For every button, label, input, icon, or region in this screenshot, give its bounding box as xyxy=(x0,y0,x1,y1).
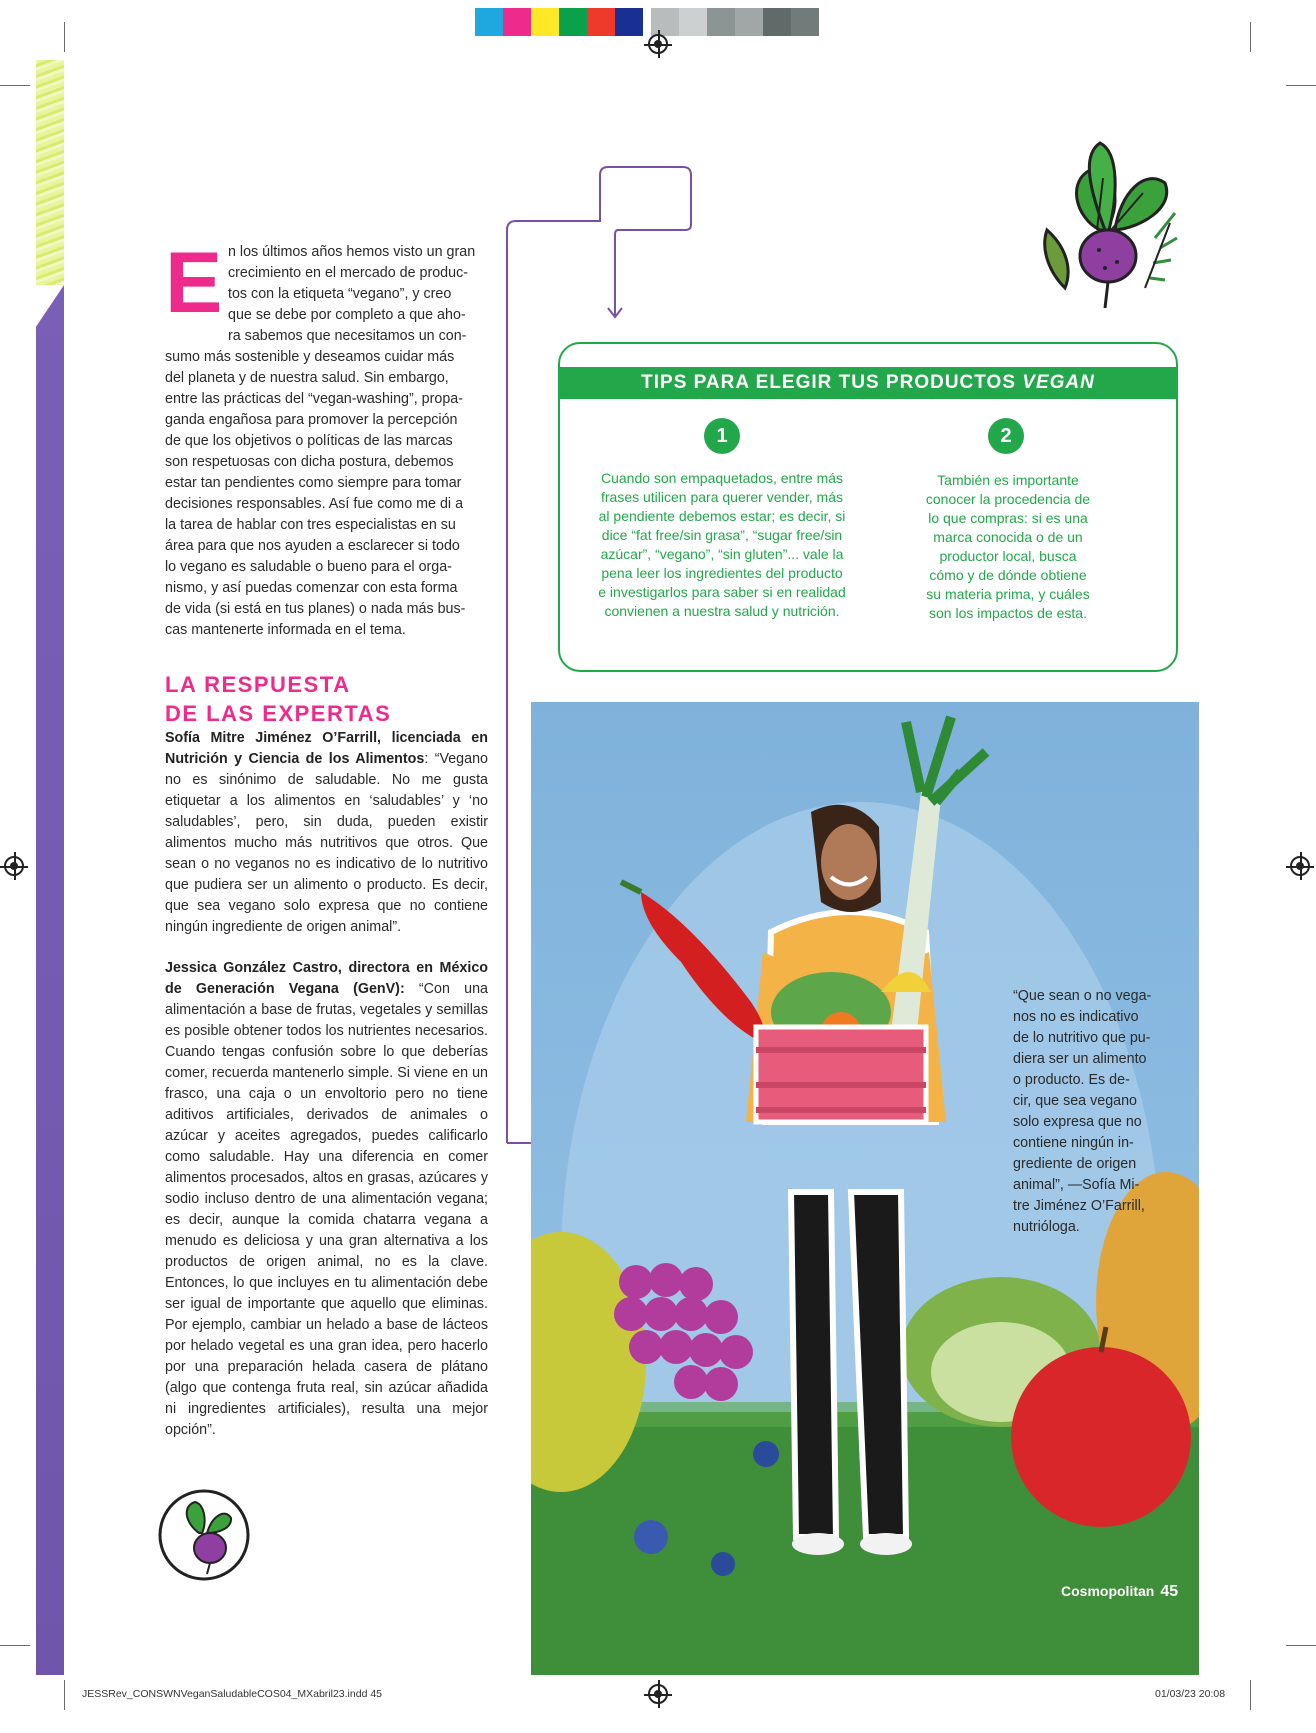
intro-line: crecimiento en el mercado de produc- xyxy=(228,265,468,281)
lime-fabric-strip xyxy=(36,60,64,285)
intro-paragraph xyxy=(165,347,488,641)
intro-first-lines xyxy=(228,242,488,347)
tip-1-number: 1 xyxy=(704,418,740,454)
heading-line: LA RESPUESTA xyxy=(165,672,351,697)
intro-line: ganda engañosa para promover la percepción xyxy=(165,412,458,428)
registration-mark xyxy=(648,1684,668,1704)
intro-line: ra sabemos que necesitamos un con- xyxy=(228,328,467,344)
intro-line: que se debe por completo a que aho- xyxy=(228,307,466,323)
intro-line: de que los objetivos o políticas de las marcas xyxy=(165,433,453,449)
crop-mark xyxy=(1250,1680,1251,1710)
slug-date: 01/03/23 20:08 xyxy=(1155,1688,1226,1700)
intro-line: nismo, y así puedas comenzar con esta forma xyxy=(165,580,458,596)
registration-mark xyxy=(4,856,24,876)
drop-cap: E xyxy=(165,235,223,331)
expert-2-text: “Con una alimentación a base de frutas, vegetales y semillas es posible obtener todos los nutrientes necesarios. Cuando tengas confusión sobre lo que deberías comer, recuerda mantenerlo simple. Si viene en un frasco, una caja o un envoltorio pero no tiene aditivos artificiales, derivados de animales o azúcar y aceites agregados, puedes calificarlo como saludable. Hay una diferencia en comer alimentos procesados, altos en grasas, azúcares y sodio incluso dentro de una alimentación vegana; es decir, aunque la comida chatarra vegana a menudo es deliciosa y una gran alternativa a los productos de origen animal, no es la clave. Entonces, lo que incluyes en tu alimentación debe ser igual de importante que aquello que eliminas. Por ejemplo, cambiar un helado a base de lácteos por helado vegetal es una gran idea, pero hacerlo por una preparación helada casera de plátano (algo que contenga fruta real, sin azúcar añadida ni ingredientes artificiales), resulta una mejor opción”. xyxy=(165,981,488,1438)
crop-mark xyxy=(1250,22,1251,52)
crop-mark xyxy=(0,1645,30,1646)
intro-line: del planeta y de nuestra salud. Sin embargo, xyxy=(165,370,449,386)
intro-line: lo vegano es saludable o bueno para el orga- xyxy=(165,559,452,575)
intro-line: de vida (si está en tus planes) o nada más bus- xyxy=(165,601,466,617)
beet-illustration xyxy=(1025,138,1185,313)
expert-2-paragraph xyxy=(165,958,488,1441)
tip-2-text: También es importante conocer la procedencia de lo que compras: si es una marca conocida o de un productor local, busca cómo y de dónde obtiene su materia prima, y cuáles son los impactos de esta. xyxy=(925,472,1091,621)
expert-2-name: Jessica González Castro, directora en México de Generación Vegana (GenV): xyxy=(165,960,488,997)
tip-1-text: Cuando son empaquetados, entre más frases utilicen para querer vender, más al pendiente debemos estar; es decir, si dice “fat free/sin grasa”, “sugar free/sin azúcar”, “vegano”, “sin gluten”... vale la pena leer los ingredientes del producto e investigarlos para saber si en realidad convienen a nuestra salud y nutrición. xyxy=(598,470,846,619)
tip-2-number: 2 xyxy=(988,418,1024,454)
slug-file: JESSRev_CONSWNVeganSaludableCOS04_MXabril23.indd 45 xyxy=(82,1688,382,1700)
intro-line: n los últimos años hemos visto un gran xyxy=(228,244,476,260)
page-folio xyxy=(1061,1583,1178,1601)
color-bar xyxy=(475,8,819,36)
intro-line: área para que nos ayuden a esclarecer si todo xyxy=(165,538,460,554)
purple-strip xyxy=(36,285,64,1675)
intro-line: la tarea de hablar con tres especialistas en su xyxy=(165,517,456,533)
tips-title: TIPS PARA ELEGIR TUS PRODUCTOS xyxy=(641,372,1023,393)
magazine-name: Cosmopolitan xyxy=(1061,1583,1155,1599)
section-heading xyxy=(165,670,391,728)
pull-quote: “Que sean o no vega- nos no es indicativo de lo nutritivo que pu- diera ser un alimento o producto. Es de- cir, que sea vegano solo expresa que no contiene ningún in- grediente de origen animal”, —Sofía Mi- tre Jiménez O’Farrill, nutrióloga. xyxy=(1013,988,1152,1235)
crop-mark xyxy=(64,1680,65,1710)
expert-1-text: : “Vegano no es sinónimo de saludable. No me gusta etiquetar a los alimentos en ‘saludables’ y ‘no saludables’, pero, sin duda, pueden existir alimentos mucho más nutritivos que otros. Que sean o no veganos no es indicativo de lo nutritivo que pudiera ser un alimento o producto. Es decir, que sea vegano solo expresa que no contiene ningún ingrediente de origen animal”. xyxy=(165,751,488,935)
crate xyxy=(756,1027,926,1122)
beet-badge-icon xyxy=(157,1488,251,1582)
crop-mark xyxy=(64,22,65,52)
intro-line: decisiones responsables. Así fue como me di a xyxy=(165,496,464,512)
heading-line: DE LAS EXPERTAS xyxy=(165,701,392,726)
tips-title-bar xyxy=(560,367,1176,399)
intro-line: sumo más sostenible y deseamos cuidar más xyxy=(165,349,455,365)
tips-title-italic: VEGAN xyxy=(1022,372,1095,393)
registration-mark xyxy=(648,34,668,54)
intro-line: son respetuosas con dicha postura, debemos xyxy=(165,454,454,470)
registration-mark xyxy=(1290,856,1310,876)
expert-1-paragraph xyxy=(165,728,488,938)
intro-line: tos con la etiqueta “vegano”, y creo xyxy=(228,286,452,302)
intro-line: entre las prácticas del “vegan-washing”, propa- xyxy=(165,391,464,407)
expert-1-name: Sofía Mitre Jiménez O’Farrill, licenciada en Nutrición y Ciencia de los Alimentos xyxy=(165,730,488,767)
crop-mark xyxy=(1286,85,1316,86)
crop-mark xyxy=(0,85,30,86)
page-number: 45 xyxy=(1160,1583,1179,1600)
intro-line: estar tan pendientes como siempre para tomar xyxy=(165,475,462,491)
crop-mark xyxy=(1286,1645,1316,1646)
intro-line: cas mantenerte informada en el tema. xyxy=(165,622,406,638)
